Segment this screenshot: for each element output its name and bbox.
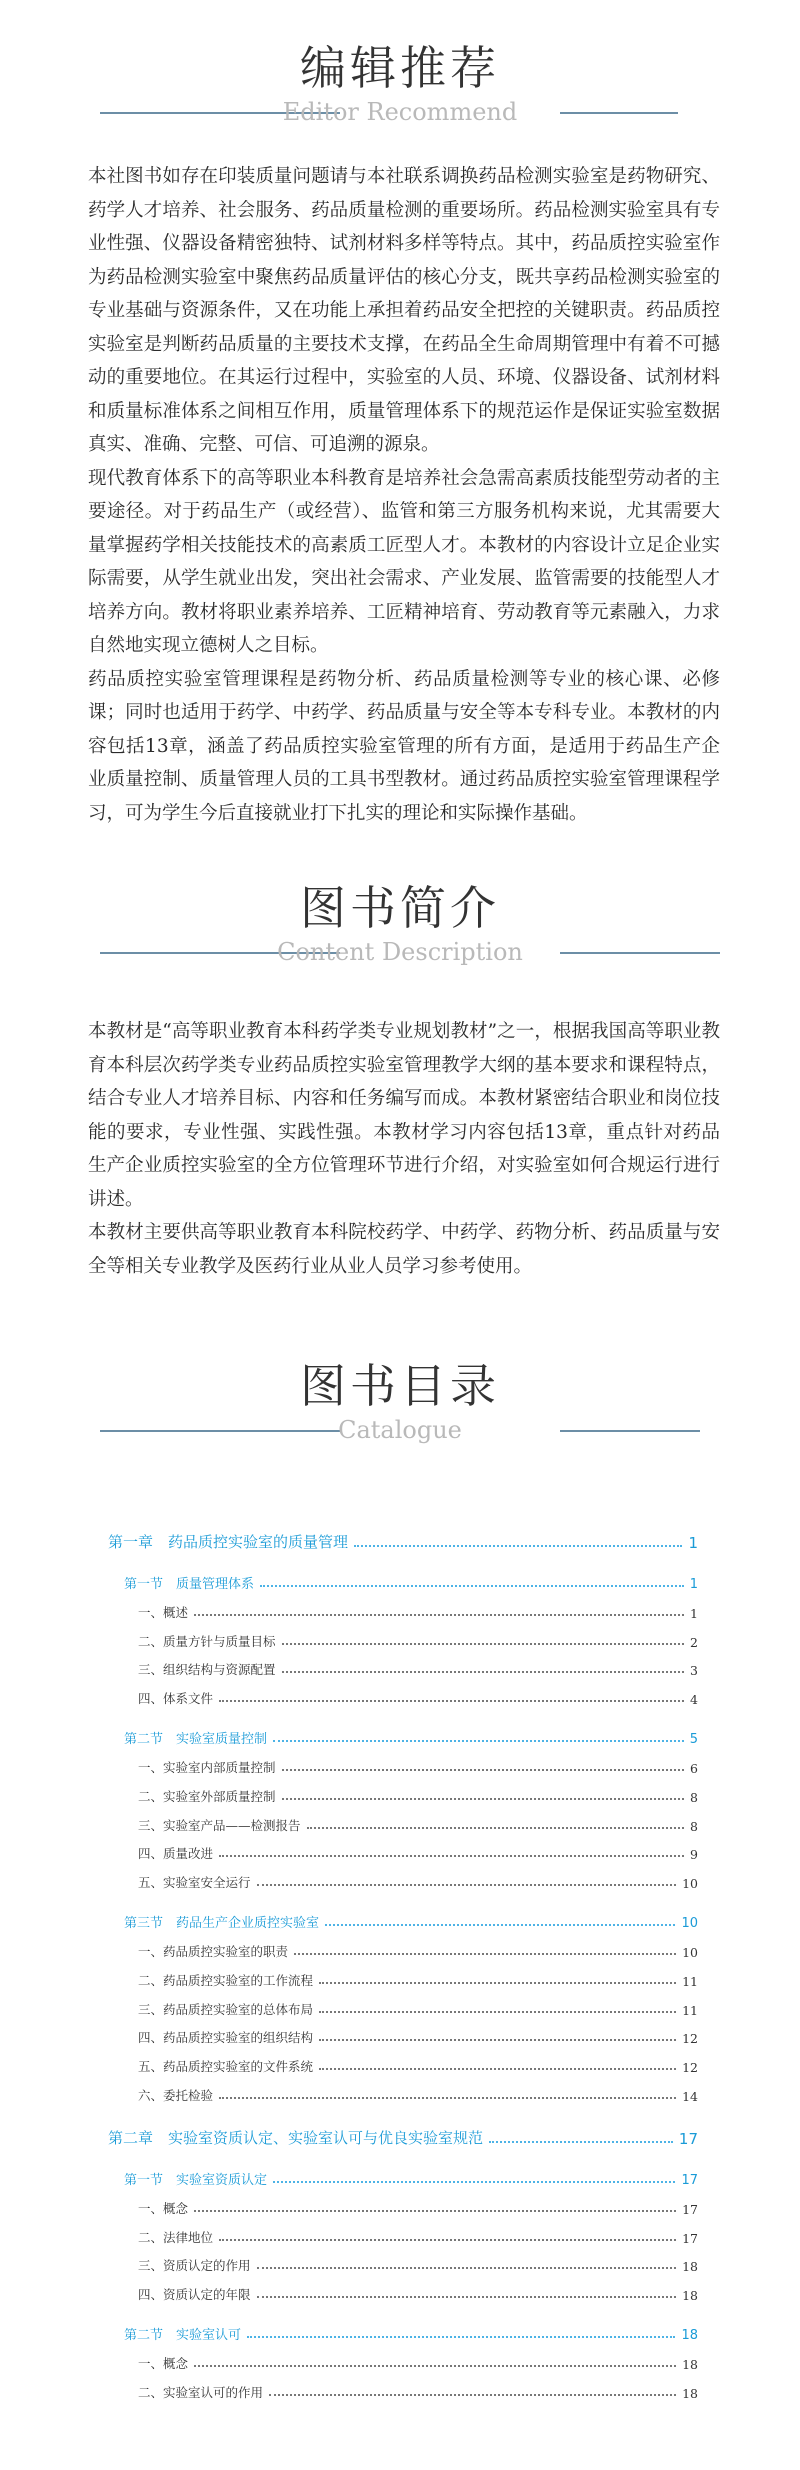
toc-entry-page: 18	[681, 2328, 698, 2344]
toc-entry-page: 10	[682, 1944, 698, 1960]
toc-leader-dots	[194, 2365, 676, 2367]
toc-item-row	[108, 1862, 698, 1891]
toc-leader-dots	[282, 1769, 685, 1771]
toc-entry-label: 二、实验室认可的作用	[138, 2384, 264, 2400]
toc-item-row	[108, 1650, 698, 1679]
toc-chapter-row	[108, 2104, 698, 2148]
toc-item-row	[108, 1989, 698, 2018]
editor-paragraph: 现代教育体系下的高等职业本科教育是培养社会急需高素质技能型劳动者的主要途径。对于药品生产（或经营）、监管和第三方服务机构来说，尤其需要大量掌握药学相关技能技术的高素质工匠型人才。本教材的内容设计立足企业实际需要，从学生就业出发，突出社会需求、产业发展、监管需要的技能型人才培养方向。教材将职业素养培养、工匠精神培育、劳动教育等元素融入，力求自然地实现立德树人之目标。	[88, 467, 720, 656]
toc-entry-page: 14	[682, 2088, 698, 2104]
editor-section-subtitle: Editor Recommend	[282, 98, 518, 126]
table-of-contents	[108, 1508, 698, 2401]
toc-entry-page: 5	[689, 1732, 698, 1748]
toc-entry-page: 1	[688, 1534, 698, 1552]
toc-leader-dots	[257, 2267, 677, 2269]
toc-item-row	[108, 2274, 698, 2303]
toc-entry-label: 三、药品质控实验室的总体布局	[138, 2001, 314, 2017]
toc-leader-dots	[257, 2296, 677, 2298]
toc-item-row	[108, 1931, 698, 1960]
toc-leader-dots	[269, 2394, 676, 2396]
catalogue-section-title: 图书目录	[300, 1359, 500, 1413]
catalogue-section-subtitle: Catalogue	[338, 1416, 462, 1444]
toc-leader-dots	[257, 1884, 677, 1886]
toc-leader-dots	[489, 2141, 673, 2143]
toc-leader-dots	[294, 1953, 676, 1955]
toc-entry-label: 一、概念	[138, 2200, 189, 2216]
toc-entry-label: 第一节 实验室资质认定	[124, 2172, 268, 2188]
toc-entry-label: 一、实验室内部质量控制	[138, 1759, 276, 1775]
editor-text-block	[88, 160, 720, 830]
toc-item-row	[108, 2046, 698, 2075]
toc-leader-dots	[219, 1700, 684, 1702]
toc-entry-label: 三、组织结构与资源配置	[138, 1662, 276, 1678]
toc-item-row	[108, 1960, 698, 1989]
toc-entry-label: 第一章 药品质控实验室的质量管理	[108, 1533, 349, 1551]
toc-leader-dots	[319, 1982, 676, 1984]
toc-entry-label: 一、药品质控实验室的职责	[138, 1943, 289, 1959]
toc-leader-dots	[354, 1545, 682, 1547]
toc-entry-label: 四、药品质控实验室的组织结构	[138, 2030, 314, 2046]
toc-entry-page: 12	[682, 2060, 698, 2076]
toc-leader-dots	[319, 2068, 676, 2070]
editor-section-header	[0, 40, 800, 140]
toc-section-row	[108, 2303, 698, 2343]
toc-leader-dots	[325, 1924, 675, 1926]
toc-entry-page: 4	[690, 1692, 698, 1708]
toc-leader-dots	[307, 1827, 685, 1829]
toc-leader-dots	[194, 1614, 684, 1616]
toc-entry-page: 1	[690, 1605, 698, 1621]
toc-entry-page: 12	[682, 2031, 698, 2047]
toc-entry-label: 第二节 实验室质量控制	[124, 1732, 268, 1748]
toc-item-row	[108, 2188, 698, 2217]
toc-leader-dots	[247, 2336, 675, 2338]
toc-leader-dots	[273, 2181, 675, 2183]
toc-section-row	[108, 1891, 698, 1931]
toc-item-row	[108, 1805, 698, 1834]
toc-entry-page: 1	[689, 1577, 698, 1592]
intro-section-subtitle: Content Description	[277, 938, 523, 966]
toc-entry-label: 四、质量改进	[138, 1846, 214, 1862]
toc-entry-label: 第三节 药品生产企业质控实验室	[124, 1916, 320, 1932]
editor-paragraph: 药品质控实验室管理课程是药物分析、药品质量检测等专业的核心课、必修课；同时也适用于药学、中药学、药品质量与安全等本专科专业。本教材的内容包括13章，涵盖了药品质控实验室管理的所有方面，是适用于药品生产企业质量控制、质量管理人员的工具书型教材。通过药品质控实验室管理课程学习，可为学生今后直接就业打下扎实的理论和实际操作基础。	[88, 668, 720, 824]
toc-entry-label: 一、概述	[138, 1604, 189, 1620]
toc-leader-dots	[273, 1740, 684, 1742]
toc-leader-dots	[260, 1585, 684, 1587]
toc-item-row	[108, 1776, 698, 1805]
intro-section-header	[0, 880, 800, 980]
toc-item-row	[108, 1747, 698, 1776]
toc-entry-page: 8	[690, 1789, 698, 1805]
toc-entry-label: 六、委托检验	[138, 2087, 214, 2103]
toc-entry-label: 二、法律地位	[138, 2229, 214, 2245]
toc-item-row	[108, 2217, 698, 2246]
toc-entry-page: 17	[678, 2129, 698, 2148]
catalogue-section-header	[0, 1358, 800, 1458]
toc-entry-label: 二、实验室外部质量控制	[138, 1788, 276, 1804]
toc-entry-label: 四、体系文件	[138, 1691, 214, 1707]
toc-entry-label: 四、资质认定的年限	[138, 2287, 251, 2303]
intro-section-title: 图书简介	[300, 881, 500, 935]
toc-item-row	[108, 1621, 698, 1650]
toc-chapter-row	[108, 1508, 698, 1552]
toc-item-row	[108, 2075, 698, 2104]
intro-paragraph: 本教材主要供高等职业教育本科院校药学、中药学、药物分析、药品质量与安全等相关专业教学及医药行业从业人员学习参考使用。	[88, 1222, 720, 1277]
toc-entry-page: 11	[682, 2002, 698, 2018]
editor-paragraph: 本社图书如存在印装质量问题请与本社联系调换药品检测实验室是药物研究、药学人才培养、社会服务、药品质量检测的重要场所。药品检测实验室具有专业性强、仪器设备精密独特、试剂材料多样等特点。其中，药品质控实验室作为药品检测实验室中聚焦药品质量评估的核心分支，既共享药品检测实验室的专业基础与资源条件，又在功能上承担着药品安全把控的关键职责。药品质控实验室是判断药品质量的主要技术支撑，在药品全生命周期管理中有着不可撼动的重要地位。在其运行过程中，实验室的人员、环境、仪器设备、试剂材料和质量标准体系之间相互作用，质量管理体系下的规范运作是保证实验室数据真实、准确、完整、可信、可追溯的源泉。	[88, 166, 720, 455]
toc-entry-page: 10	[682, 1876, 698, 1892]
toc-entry-page: 17	[682, 2230, 698, 2246]
editor-section-title: 编辑推荐	[300, 41, 500, 95]
toc-leader-dots	[282, 1798, 685, 1800]
toc-entry-label: 第二章 实验室资质认定、实验室认可与优良实验室规范	[108, 2128, 484, 2147]
toc-leader-dots	[319, 2039, 676, 2041]
toc-section-row	[108, 1552, 698, 1592]
toc-entry-label: 三、资质认定的作用	[138, 2258, 251, 2274]
toc-section-row	[108, 2148, 698, 2188]
toc-section-row	[108, 1707, 698, 1747]
toc-item-row	[108, 2343, 698, 2372]
toc-entry-label: 二、药品质控实验室的工作流程	[138, 1972, 314, 1988]
toc-leader-dots	[282, 1671, 685, 1673]
toc-entry-page: 18	[682, 2288, 698, 2304]
toc-entry-page: 18	[682, 2356, 698, 2372]
toc-entry-page: 3	[690, 1663, 698, 1679]
toc-entry-label: 第二节 实验室认可	[124, 2328, 242, 2344]
toc-leader-dots	[219, 2239, 676, 2241]
toc-leader-dots	[282, 1643, 685, 1645]
toc-leader-dots	[219, 1855, 684, 1857]
toc-entry-page: 6	[690, 1760, 698, 1776]
toc-entry-page: 8	[690, 1818, 698, 1834]
toc-entry-label: 五、实验室安全运行	[138, 1875, 251, 1891]
toc-entry-page: 18	[682, 2259, 698, 2275]
toc-entry-page: 2	[690, 1634, 698, 1650]
toc-item-row	[108, 2372, 698, 2401]
toc-item-row	[108, 1592, 698, 1621]
toc-item-row	[108, 2246, 698, 2275]
toc-leader-dots	[219, 2097, 676, 2099]
toc-entry-label: 第一节 质量管理体系	[124, 1577, 255, 1592]
toc-entry-page: 18	[682, 2385, 698, 2401]
toc-entry-page: 17	[681, 2172, 698, 2188]
intro-text-block	[88, 1015, 720, 1283]
toc-entry-page: 11	[682, 1973, 698, 1989]
toc-entry-label: 五、药品质控实验室的文件系统	[138, 2059, 314, 2075]
toc-entry-page: 17	[682, 2201, 698, 2217]
intro-paragraph: 本教材是“高等职业教育本科药学类专业规划教材”之一，根据我国高等职业教育本科层次药学类专业药品质控实验室管理教学大纲的基本要求和课程特点，结合专业人才培养目标、内容和任务编写而成。本教材紧密结合职业和岗位技能的要求，专业性强、实践性强。本教材学习内容包括13章，重点针对药品生产企业质控实验室的全方位管理环节进行介绍，对实验室如何合规运行进行讲述。	[88, 1021, 720, 1210]
toc-entry-page: 9	[690, 1847, 698, 1863]
toc-item-row	[108, 2018, 698, 2047]
toc-entry-page: 10	[681, 1916, 698, 1932]
toc-leader-dots	[194, 2210, 676, 2212]
toc-item-row	[108, 1834, 698, 1863]
toc-entry-label: 三、实验室产品——检测报告	[138, 1817, 301, 1833]
toc-item-row	[108, 1678, 698, 1707]
toc-entry-label: 二、质量方针与质量目标	[138, 1633, 276, 1649]
toc-entry-label: 一、概念	[138, 2355, 189, 2371]
toc-leader-dots	[319, 2011, 676, 2013]
